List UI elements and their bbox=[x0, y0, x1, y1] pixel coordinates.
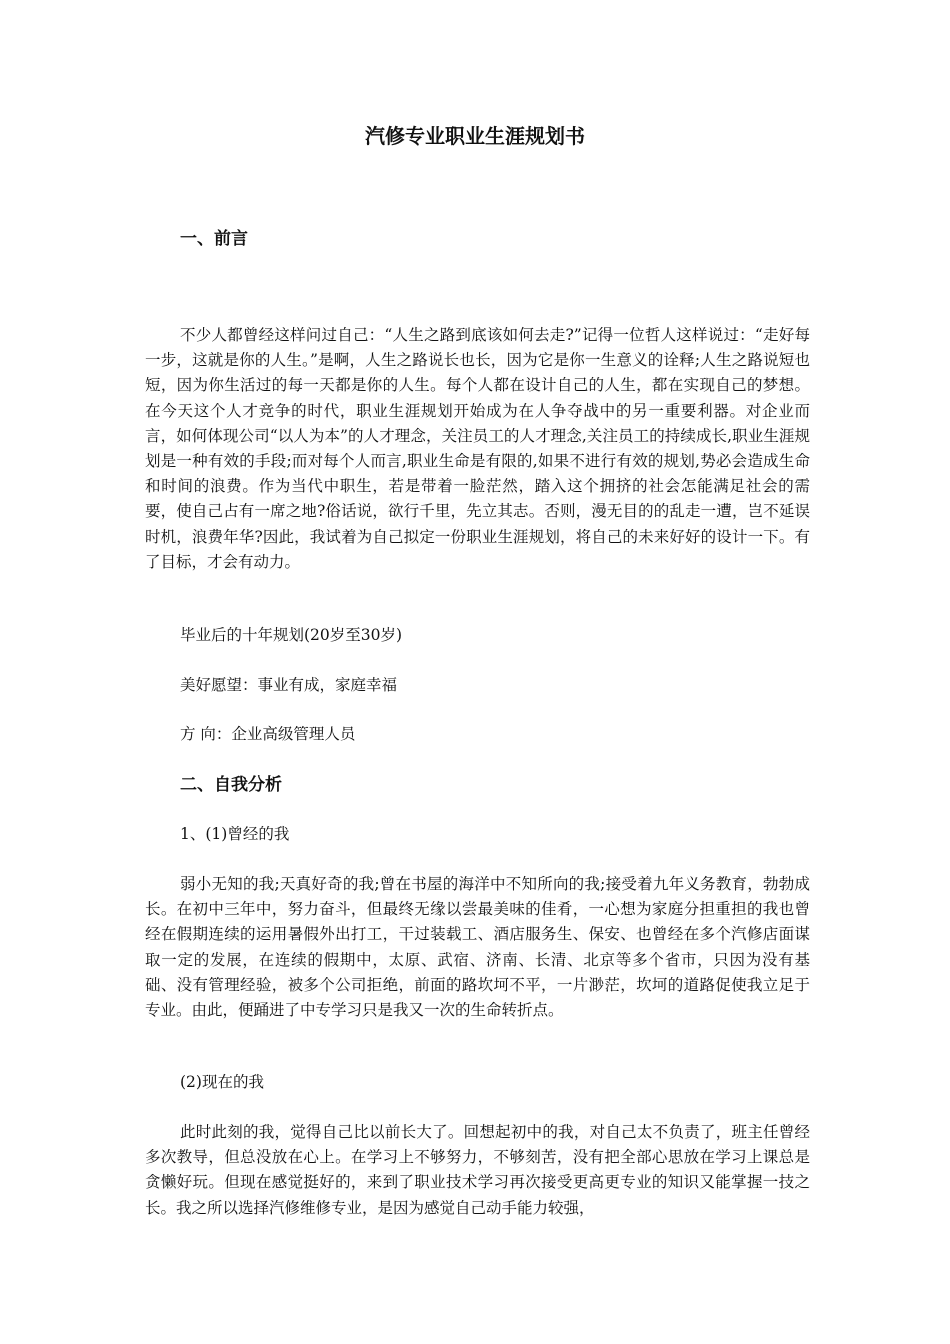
direction-line: 方 向：企业高级管理人员 bbox=[180, 725, 356, 743]
section-heading-preface: 一、前言 bbox=[180, 229, 248, 249]
section-heading-self-analysis: 二、自我分析 bbox=[180, 775, 282, 795]
wish-line: 美好愿望：事业有成，家庭幸福 bbox=[180, 676, 398, 694]
document-title: 汽修专业职业生涯规划书 bbox=[365, 124, 585, 148]
subsection-past-self-label: 1、(1)曾经的我 bbox=[180, 825, 290, 843]
past-self-paragraph: 弱小无知的我;天真好奇的我;曾在书屋的海洋中不知所向的我;接受着九年义务教育，勃勃成长。在初中三年中，努力奋斗，但最终无缘以尝最美味的佳肴，一心想为家庭分担重担的我也曾经在假期连续的运用暑假外出打工，干过装载工、酒店服务生、保安、也曾经在多个汽修店面谋取一定的发展，在连续的假期中，太原、武宿、济南、长清、北京等多个省市，只因为没有基础、没有管理经验，被多个公司拒绝，前面的路坎坷不平，一片渺茫，坎坷的道路促使我立足于专业。由此，便踊进了中专学习只是我又一次的生命转折点。 bbox=[145, 875, 810, 1020]
ten-year-plan-line: 毕业后的十年规划(20岁至30岁) bbox=[180, 626, 403, 644]
preface-paragraph: 不少人都曾经这样问过自己：“人生之路到底该如何去走?”记得一位哲人这样说过：“走好每一步，这就是你的人生。”是啊，人生之路说长也长，因为它是你一生意义的诠释;人生之路说短也短，因为你生活过的每一天都是你的人生。每个人都在设计自己的人生，都在实现自己的梦想。在今天这个人才竞争的时代，职业生涯规划开始成为在人争夺战中的另一重要利器。对企业而言，如何体现公司“以人为本”的人才理念，关注员工的人才理念,关注员工的持续成长,职业生涯规划是一种有效的手段;而对每个人而言,职业生命是有限的,如果不进行有效的规划,势必会造成生命和时间的浪费。作为当代中职生，若是带着一脸茫然，踏入这个拥挤的社会怎能满足社会的需要，使自己占有一席之地?俗话说，欲行千里，先立其志。否则，漫无目的的乱走一遭，岂不延误时机，浪费年华?因此，我试着为自己拟定一份职业生涯规划，将自己的未来好好的设计一下。有了目标，才会有动力。 bbox=[145, 326, 810, 571]
subsection-present-self-label: (2)现在的我 bbox=[180, 1073, 264, 1091]
present-self-paragraph: 此时此刻的我，觉得自己比以前长大了。回想起初中的我，对自己太不负责了，班主任曾经多次教导，但总没放在心上。在学习上不够努力，不够刻苦，没有把全部心思放在学习上课总是贪懒好玩。但现在感觉挺好的，来到了职业技术学习再次接受更高更专业的知识又能掌握一技之长。我之所以选择汽修维修专业，是因为感觉自己动手能力较强， bbox=[145, 1123, 810, 1217]
